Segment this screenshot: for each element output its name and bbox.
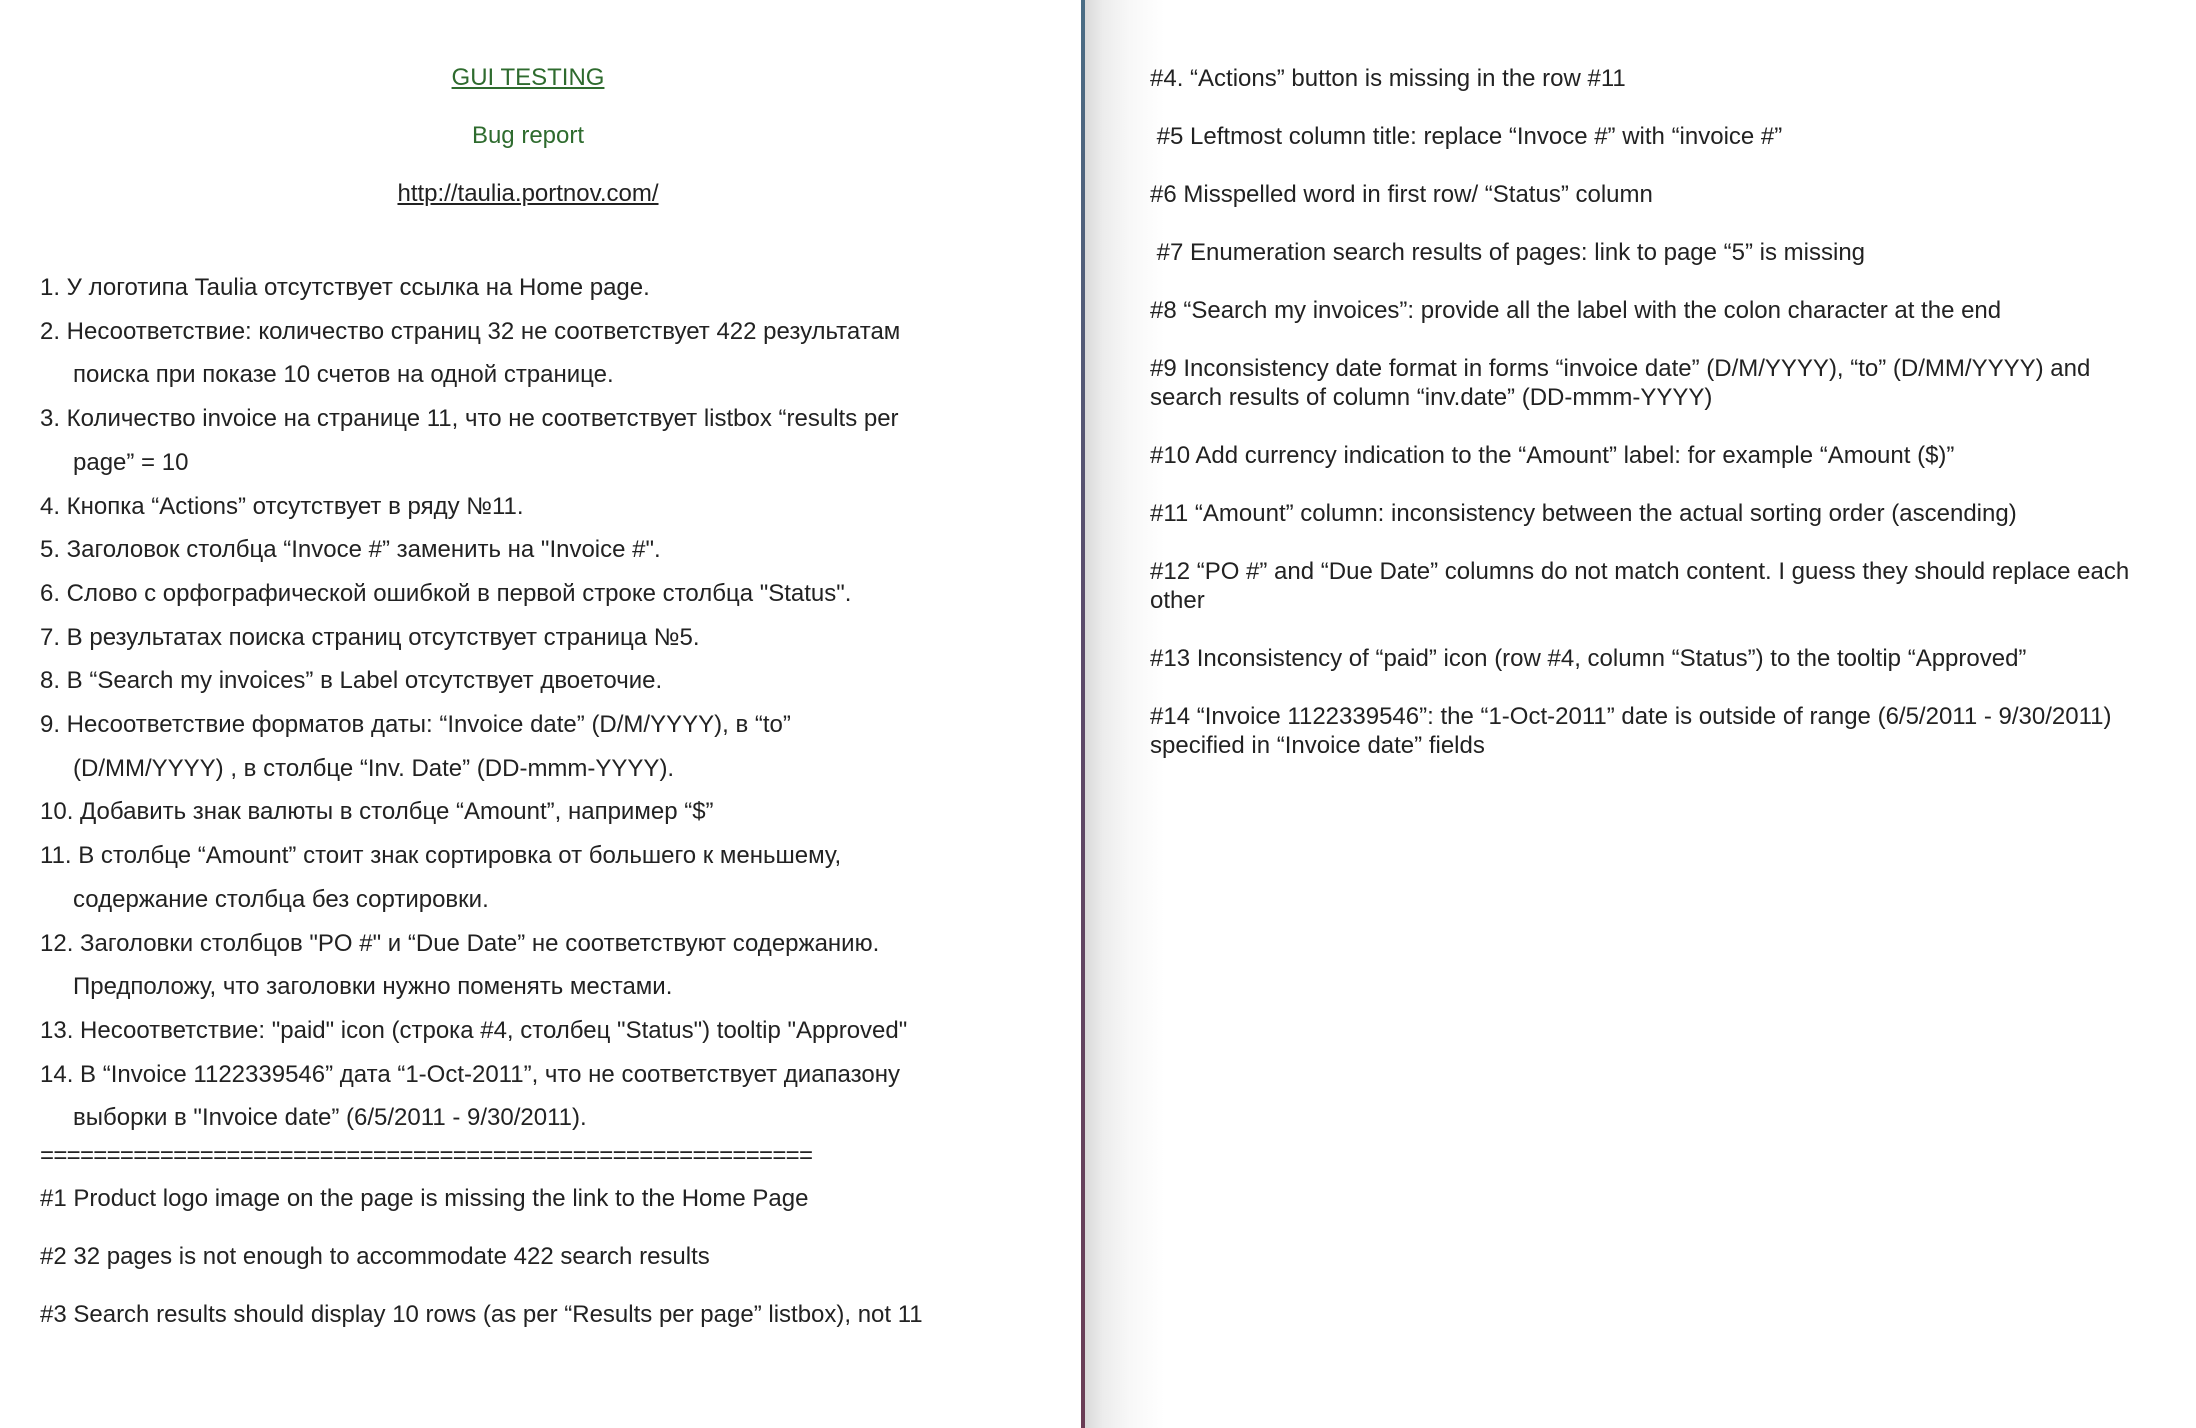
report-url-link[interactable]: http://taulia.portnov.com/ — [397, 180, 659, 207]
ru-bug-item — [40, 397, 1050, 484]
en-bug-item: #4. “Actions” button is missing in the row #11 — [1150, 65, 1626, 92]
ru-bug-line: 5. Заголовок столбца “Invoce #” заменить на "Invoice #". — [40, 536, 661, 564]
english-bug-list-right — [1150, 64, 2150, 789]
ru-bug-item — [40, 616, 1050, 660]
ru-bug-line: 13. Несоответствие: "paid" icon (строка #4, столбец "Status") tooltip "Approved" — [40, 1016, 908, 1044]
report-title: GUI TESTING — [451, 64, 605, 91]
en-bug-item: #10 Add currency indication to the “Amount” label: for example “Amount ($)” — [1150, 442, 1955, 469]
en-bug-item: #9 Inconsistency date format in forms “invoice date” (D/M/YYYY), “to” (D/MM/YYYY) and search results of column “inv.date” (DD-mmm-YYYY) — [1150, 355, 2091, 411]
ru-bug-item — [40, 528, 1050, 572]
ru-bug-item — [40, 703, 1050, 790]
ru-bug-line: 9. Несоответствие форматов даты: “Invoice date” (D/M/YYYY), в “to” — [40, 711, 791, 739]
ru-bug-line: 6. Слово с орфографической ошибкой в первой строке столбца "Status". — [40, 579, 852, 607]
ru-bug-line: 2. Несоответствие: количество страниц 32 не соответствует 422 результатам — [40, 317, 901, 345]
ru-bug-item — [40, 1053, 1050, 1140]
en-bug-item: #3 Search results should display 10 rows (as per “Results per page” listbox), not 11 — [40, 1301, 923, 1328]
ru-bug-line-continuation: поиска при показе 10 счетов на одной странице. — [73, 361, 614, 389]
en-bug-item: #8 “Search my invoices”: provide all the label with the colon character at the end — [1150, 297, 2002, 324]
ru-bug-line: 3. Количество invoice на странице 11, что не соответствует listbox “results per — [40, 405, 899, 433]
russian-bug-list — [40, 266, 1050, 1140]
ru-bug-line-continuation: (D/MM/YYYY) , в столбце “Inv. Date” (DD-mmm-YYYY). — [73, 754, 675, 782]
ru-bug-line: 14. В “Invoice 1122339546” дата “1-Oct-2011”, что не соответствует диапазону — [40, 1060, 900, 1088]
ru-bug-item — [40, 1009, 1050, 1053]
ru-bug-line: 10. Добавить знак валюты в столбце “Amount”, например “$” — [40, 798, 714, 826]
report-subtitle: Bug report — [471, 122, 585, 149]
en-bug-item: #14 “Invoice 1122339546”: the “1-Oct-2011” date is outside of range (6/5/2011 - 9/30/2011) specified in “Invoice date” fields — [1150, 703, 2112, 759]
en-bug-item: #1 Product logo image on the page is missing the link to the Home Page — [40, 1185, 809, 1212]
ru-bug-line-continuation: выборки в "Invoice date” (6/5/2011 - 9/30/2011). — [73, 1104, 587, 1132]
en-bug-item: #12 “PO #” and “Due Date” columns do not match content. I guess they should replace each other — [1150, 558, 2130, 614]
ru-bug-item — [40, 310, 1050, 397]
ru-bug-item — [40, 485, 1050, 529]
ru-bug-line: 1. У логотипа Taulia отсутствует ссылка на Home page. — [40, 274, 650, 301]
ru-bug-item — [40, 790, 1050, 834]
en-bug-item: #13 Inconsistency of “paid” icon (row #4, column “Status”) to the tooltip “Approved” — [1150, 645, 2027, 672]
en-bug-item: #6 Misspelled word in first row/ “Status” column — [1150, 181, 1653, 208]
ru-bug-line: 8. В “Search my invoices” в Label отсутствует двоеточие. — [40, 667, 663, 695]
ru-bug-item — [40, 659, 1050, 703]
ru-bug-line: 7. В результатах поиска страниц отсутствует страница №5. — [40, 623, 700, 651]
ru-bug-item — [40, 922, 1050, 1009]
left-page — [0, 0, 1081, 1428]
en-bug-item: #5 Leftmost column title: replace “Invoce #” with “invoice #” — [1150, 123, 1783, 150]
section-separator: ========================================================== — [40, 1142, 813, 1169]
en-bug-item: #11 “Amount” column: inconsistency between the actual sorting order (ascending) — [1150, 500, 2017, 527]
ru-bug-line-continuation: содержание столбца без сортировки. — [73, 885, 489, 913]
ru-bug-line: 11. В столбце “Amount” стоит знак сортировка от большего к меньшему, — [40, 842, 842, 870]
ru-bug-line: 4. Кнопка “Actions” отсутствует в ряду №11. — [40, 492, 524, 520]
english-bug-list-left — [40, 1184, 1060, 1358]
ru-bug-item — [40, 834, 1050, 921]
ru-bug-line-continuation: Предположу, что заголовки нужно поменять местами. — [73, 973, 673, 1001]
en-bug-item: #7 Enumeration search results of pages: link to page “5” is missing — [1150, 239, 1866, 266]
ru-bug-line: 12. Заголовки столбцов "PO #" и “Due Date” не соответствуют содержанию. — [40, 929, 880, 957]
ru-bug-item — [40, 572, 1050, 616]
en-bug-item: #2 32 pages is not enough to accommodate 422 search results — [40, 1243, 710, 1270]
ru-bug-line-continuation: page” = 10 — [73, 448, 189, 476]
ru-bug-item — [40, 266, 1050, 310]
